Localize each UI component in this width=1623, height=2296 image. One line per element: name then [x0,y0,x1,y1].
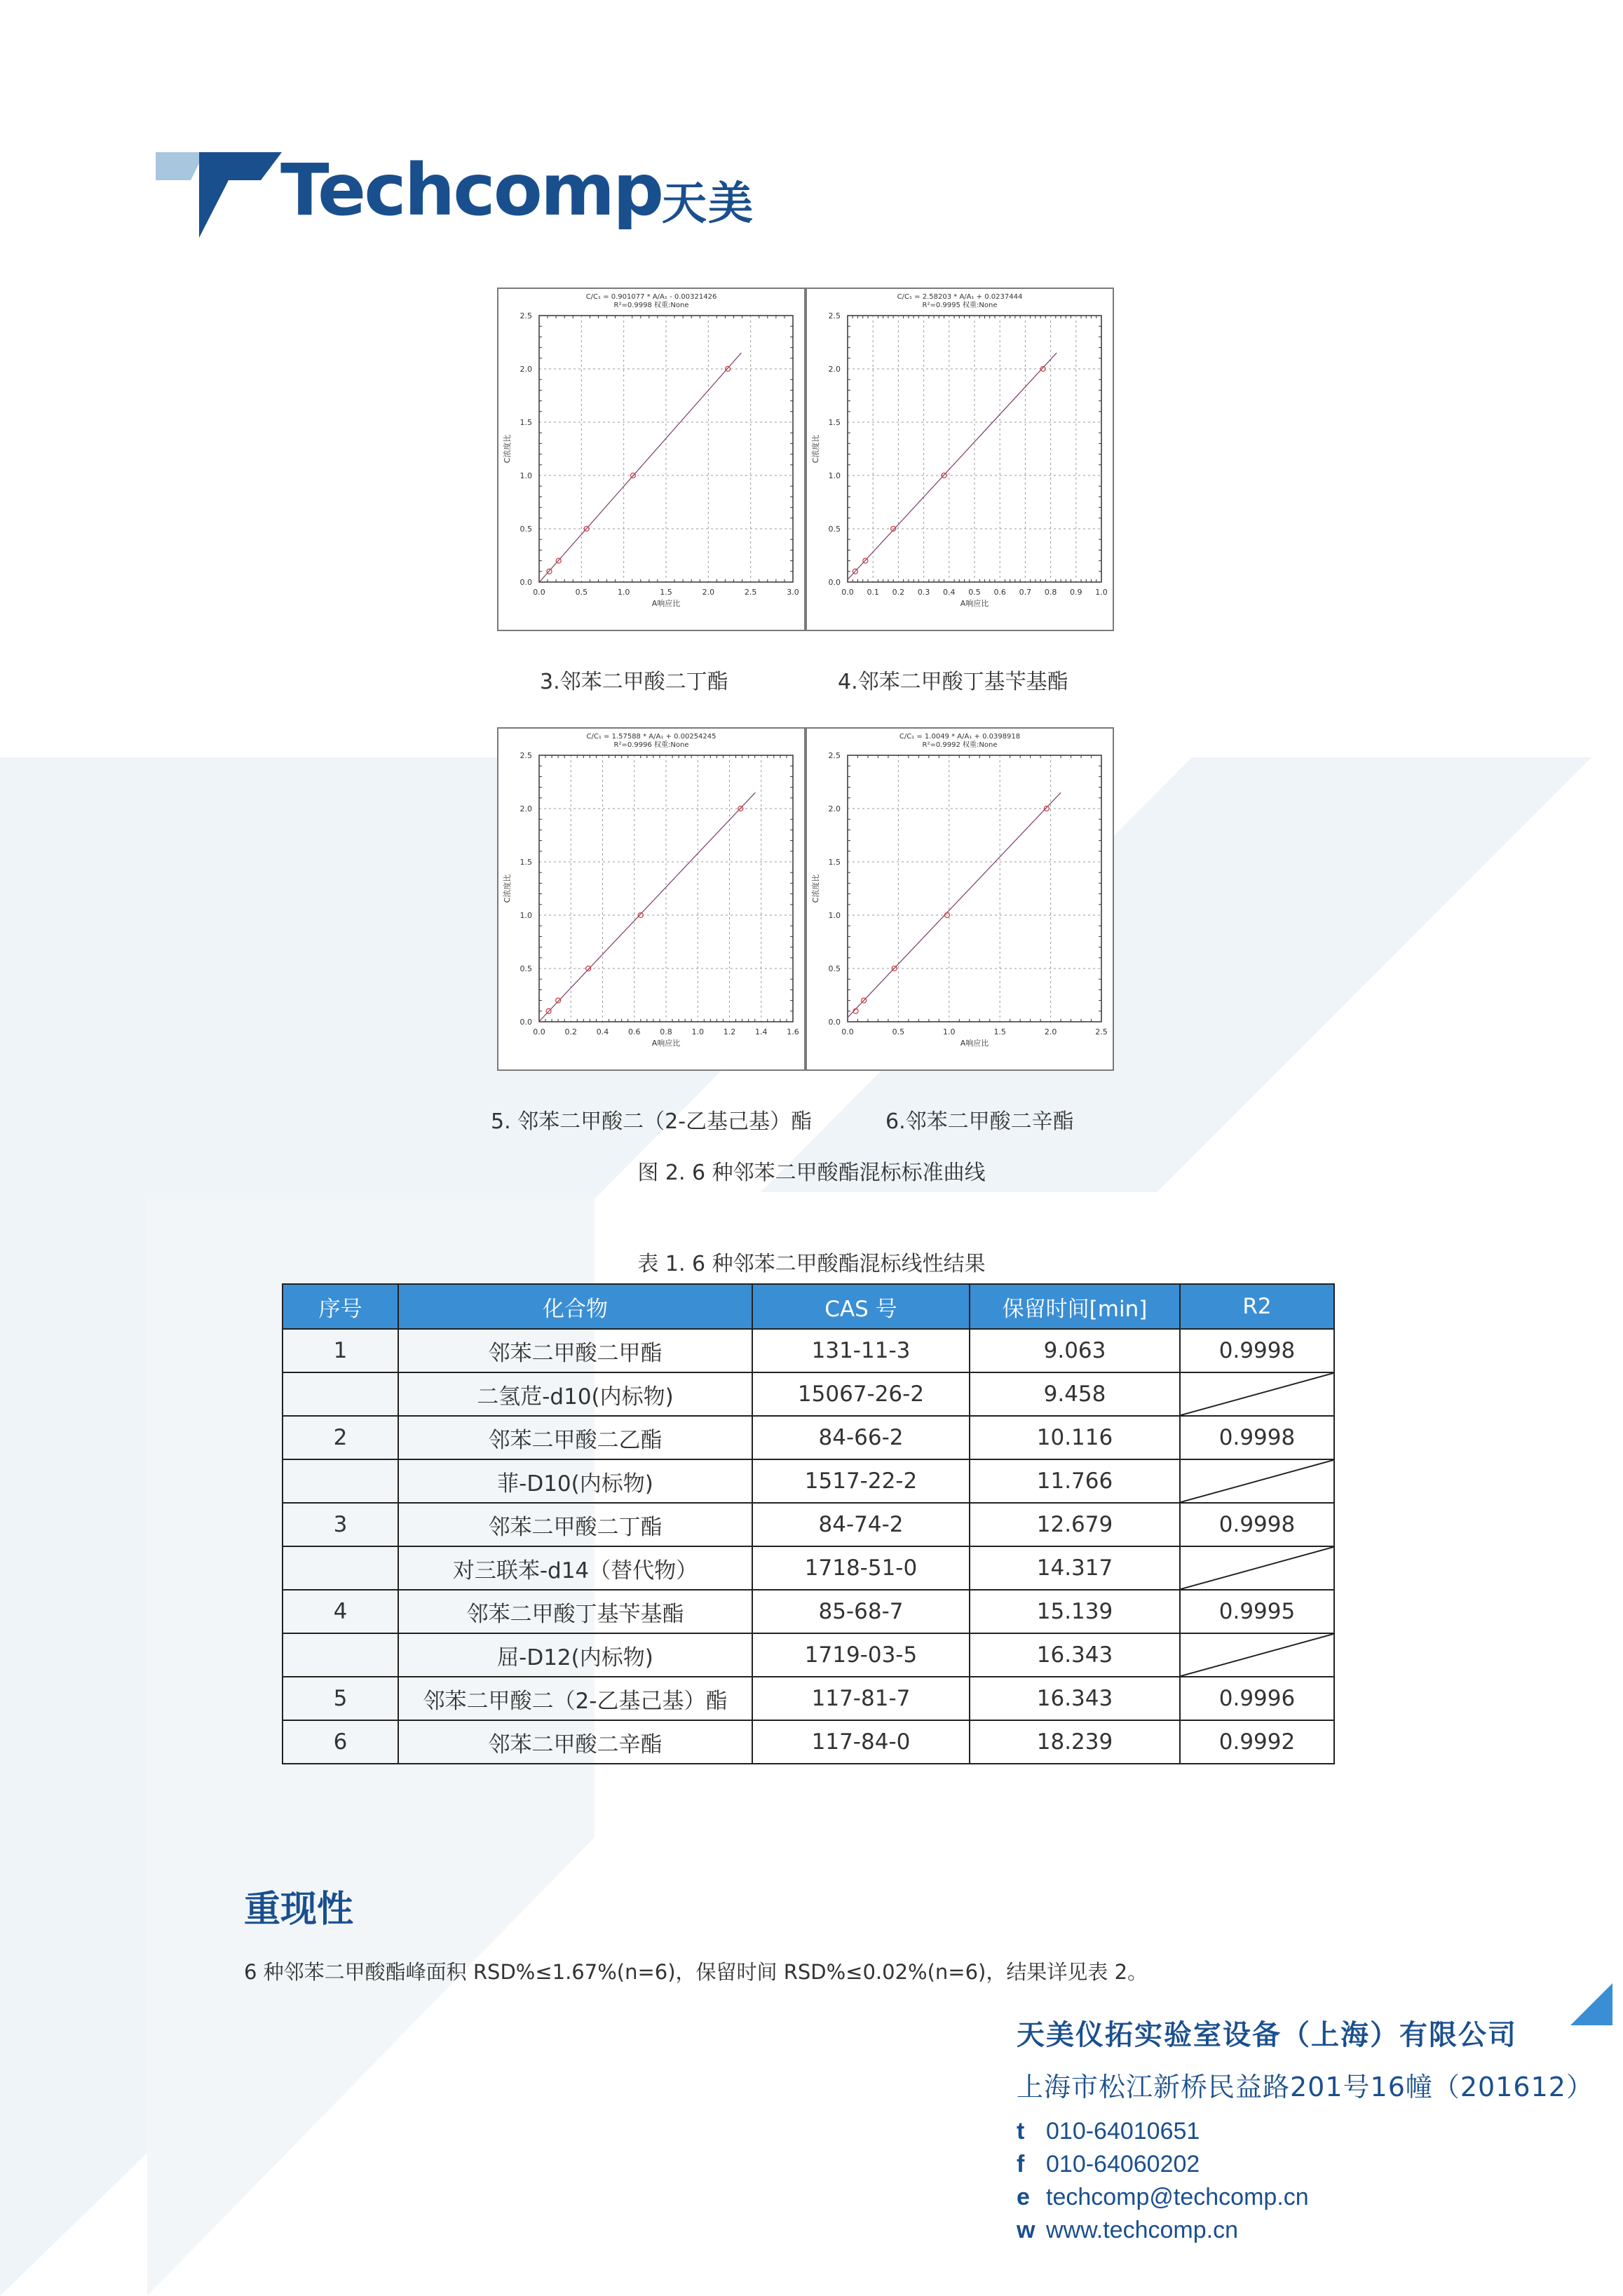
y-tick-label: 1.5 [828,858,841,867]
y-axis-label: C浓度比 [503,874,512,903]
x-tick-label: 1.5 [993,1027,1006,1036]
x-tick-label: 1.0 [943,1027,956,1036]
cell-retention-time: 15.139 [970,1590,1180,1633]
cell-r2 [1180,1633,1334,1677]
cell-r2: 0.9998 [1180,1503,1334,1546]
cell-index [283,1372,398,1416]
contact-value: 010-64060202 [1046,2151,1200,2177]
x-tick-label: 0.8 [1044,588,1057,597]
diagonal-slash [1181,1547,1333,1589]
fit-line [539,353,741,582]
contact-list [1017,2115,1594,2247]
table-header-row [283,1284,1334,1329]
cell-retention-time: 9.063 [970,1329,1180,1372]
cell-compound: 二氢苊-d10(内标物) [398,1372,752,1416]
cell-cas: 117-81-7 [752,1677,970,1720]
table-caption: 表 1. 6 种邻苯二甲酸酯混标线性结果 [637,1252,986,1276]
cell-cas: 15067-26-2 [752,1372,970,1416]
table-row [283,1677,1334,1720]
x-tick-label: 0.5 [575,588,588,597]
cell-index: 4 [283,1590,398,1633]
techcomp-mark-icon [156,151,282,242]
y-tick-label: 0.0 [520,578,532,587]
chart-r2-text: R²=0.9992 权重:None [922,741,998,749]
cell-retention-time: 11.766 [970,1459,1180,1503]
cell-cas: 1517-22-2 [752,1459,970,1503]
chart-svg-6 [807,729,1113,1069]
cell-compound: 邻苯二甲酸二甲酯 [398,1329,752,1372]
cell-retention-time: 18.239 [970,1720,1180,1764]
cell-compound: 邻苯二甲酸二（2-乙基己基）酯 [398,1677,752,1720]
x-axis-label: A响应比 [960,599,989,608]
x-tick-label: 0.2 [564,1027,577,1036]
y-tick-label: 2.0 [520,365,532,374]
x-tick-label: 2.5 [1095,1027,1108,1036]
cell-r2: 0.9998 [1180,1329,1334,1372]
chart-caption-3: 3.邻苯二甲酸二丁酯 [540,670,728,694]
table-row [283,1372,1334,1416]
calibration-chart-5 [497,727,806,1071]
cell-cas: 1718-51-0 [752,1546,970,1590]
table-body [283,1329,1334,1764]
cell-r2 [1180,1372,1334,1416]
cell-index [283,1459,398,1503]
x-tick-label: 2.0 [1044,1027,1057,1036]
logo-wordmark: Techcomp [280,149,663,232]
x-tick-label: 0.4 [943,588,956,597]
x-axis-label: A响应比 [960,1039,989,1048]
y-tick-label: 1.0 [828,471,841,480]
y-tick-label: 2.0 [828,365,841,374]
x-tick-label: 1.0 [1095,588,1108,597]
contact-value[interactable]: techcomp@techcomp.cn [1046,2184,1309,2210]
x-tick-label: 0.8 [660,1027,672,1036]
table-row [283,1633,1334,1677]
y-tick-label: 1.0 [828,911,841,920]
section-title: 重现性 [244,1889,354,1931]
table-row [283,1329,1334,1372]
y-tick-label: 1.5 [828,418,841,427]
chart-equation: C/C₁ = 1.57588 * A/A₁ + 0.00254245 [586,733,717,741]
chart-caption-6: 6.邻苯二甲酸二辛酯 [885,1109,1074,1134]
company-name: 天美仪拓实验室设备（上海）有限公司 [1017,2019,1517,2051]
y-tick-label: 0.0 [828,578,841,587]
contact-key: w [1017,2217,1035,2243]
x-tick-label: 0.7 [1019,588,1032,597]
data-point [556,998,561,1003]
header-index: 序号 [283,1284,398,1329]
calibration-chart-6 [806,727,1114,1071]
x-tick-label: 1.6 [787,1027,799,1036]
cell-compound: 邻苯二甲酸丁基苄基酯 [398,1590,752,1633]
y-tick-label: 2.5 [520,311,532,320]
x-tick-label: 2.5 [744,588,757,597]
x-tick-label: 0.6 [993,588,1006,597]
cell-r2: 0.9995 [1180,1590,1334,1633]
cell-compound: 邻苯二甲酸二丁酯 [398,1503,752,1546]
header-cas: CAS 号 [752,1284,970,1329]
cell-cas: 1719-03-5 [752,1633,970,1677]
y-tick-label: 2.5 [828,311,841,320]
x-tick-label: 1.2 [723,1027,736,1036]
cell-retention-time: 16.343 [970,1677,1180,1720]
x-axis-label: A响应比 [651,1039,681,1048]
x-tick-label: 0.0 [533,1027,545,1036]
cell-compound: 邻苯二甲酸二辛酯 [398,1720,752,1764]
y-tick-label: 2.0 [520,804,532,813]
contact-key: t [1017,2118,1025,2145]
cell-index: 6 [283,1720,398,1764]
y-tick-label: 1.0 [520,911,532,920]
chart-svg-3 [498,289,804,630]
techcomp-logo [156,151,787,242]
x-tick-label: 3.0 [787,588,799,597]
logo-chinese: 天美 [662,178,754,230]
chart-svg-4 [807,289,1113,630]
chart-equation: C/C₁ = 1.0049 * A/A₁ + 0.0398918 [899,733,1021,741]
fit-line [539,792,755,1021]
y-tick-label: 0.5 [828,525,841,534]
cell-cas: 84-66-2 [752,1416,970,1459]
chart-r2-text: R²=0.9998 权重:None [613,302,689,309]
contact-value[interactable]: www.techcomp.cn [1046,2217,1238,2243]
diagonal-slash [1181,1460,1333,1502]
cell-index: 5 [283,1677,398,1720]
x-tick-label: 0.1 [867,588,879,597]
header-retention-time: 保留时间[min] [970,1284,1180,1329]
y-tick-label: 0.0 [828,1018,841,1027]
y-tick-label: 1.0 [520,471,532,480]
cell-compound: 邻苯二甲酸二乙酯 [398,1416,752,1459]
cell-index: 1 [283,1329,398,1372]
cell-compound: 对三联苯-d14（替代物） [398,1546,752,1590]
fit-line [848,792,1061,1018]
chart-equation: C/C₁ = 2.58203 * A/A₁ + 0.0237444 [897,293,1023,301]
chart-r2-text: R²=0.9995 权重:None [922,302,998,309]
table-row [283,1503,1334,1546]
chart-equation: C/C₁ = 0.901077 * A/A₁ - 0.00321426 [585,293,717,301]
table-row [283,1416,1334,1459]
header-r2: R2 [1180,1284,1334,1329]
x-tick-label: 1.5 [660,588,672,597]
section-body: 6 种邻苯二甲酸酯峰面积 RSD%≤1.67%(n=6)，保留时间 RSD%≤0.02%(n=6)，结果详见表 2。 [244,1960,1148,1984]
x-tick-label: 1.4 [755,1027,768,1036]
chart-caption-4: 4.邻苯二甲酸丁基苄基酯 [838,670,1068,694]
header-compound: 化合物 [398,1284,752,1329]
cell-index [283,1633,398,1677]
contact-line [1017,2214,1594,2247]
y-tick-label: 2.5 [828,751,841,760]
contact-line [1017,2148,1594,2181]
table-row [283,1720,1334,1764]
company-contact-block [1017,2013,1594,2247]
company-address: 上海市松江新桥民益路201号16幢（201612） [1017,2072,1594,2102]
diagonal-slash [1181,1373,1333,1415]
chart-svg-5 [498,729,804,1069]
y-tick-label: 0.5 [828,964,841,973]
cell-cas: 117-84-0 [752,1720,970,1764]
y-axis-label: C浓度比 [811,434,820,464]
plot-frame [848,755,1101,1022]
y-tick-label: 0.0 [520,1018,532,1027]
linearity-results-table [282,1283,1335,1764]
chart-r2-text: R²=0.9996 权重:None [613,741,689,749]
x-tick-label: 1.0 [617,588,630,597]
y-tick-label: 0.5 [520,525,532,534]
x-tick-label: 0.5 [968,588,981,597]
table-row [283,1459,1334,1503]
chart-caption-5: 5. 邻苯二甲酸二（2-乙基己基）酯 [491,1109,813,1134]
contact-key: e [1017,2184,1030,2210]
x-tick-label: 0.0 [533,588,545,597]
y-tick-label: 0.5 [520,964,532,973]
x-tick-label: 1.0 [691,1027,704,1036]
cell-r2: 0.9996 [1180,1677,1334,1720]
fit-line [848,353,1057,579]
cell-index [283,1546,398,1590]
x-tick-label: 0.9 [1070,588,1082,597]
cell-retention-time: 12.679 [970,1503,1180,1546]
cell-compound: 菲-D10(内标物) [398,1459,752,1503]
y-tick-label: 1.5 [520,858,532,867]
x-tick-label: 0.6 [628,1027,641,1036]
x-tick-label: 2.0 [702,588,715,597]
table-row [283,1546,1334,1590]
y-tick-label: 2.5 [520,751,532,760]
x-axis-label: A响应比 [651,599,681,608]
table-row [283,1590,1334,1633]
cell-r2 [1180,1459,1334,1503]
cell-r2: 0.9998 [1180,1416,1334,1459]
contact-line [1017,2181,1594,2214]
cell-r2 [1180,1546,1334,1590]
cell-compound: 屈-D12(内标物) [398,1633,752,1677]
calibration-chart-4 [806,288,1114,631]
x-tick-label: 0.2 [892,588,905,597]
contact-line [1017,2115,1594,2148]
x-tick-label: 0.5 [892,1027,905,1036]
cell-index: 3 [283,1503,398,1546]
cell-retention-time: 14.317 [970,1546,1180,1590]
figure-caption: 图 2. 6 种邻苯二甲酸酯混标标准曲线 [637,1161,986,1185]
cell-r2: 0.9992 [1180,1720,1334,1764]
x-tick-label: 0.4 [596,1027,609,1036]
diagonal-slash [1181,1634,1333,1676]
contact-value: 010-64010651 [1046,2118,1200,2145]
y-axis-label: C浓度比 [503,434,512,464]
y-axis-label: C浓度比 [811,874,820,903]
contact-key: f [1017,2151,1025,2177]
cell-retention-time: 9.458 [970,1372,1180,1416]
cell-cas: 84-74-2 [752,1503,970,1546]
cell-cas: 85-68-7 [752,1590,970,1633]
cell-cas: 131-11-3 [752,1329,970,1372]
y-tick-label: 1.5 [520,418,532,427]
cell-retention-time: 10.116 [970,1416,1180,1459]
y-tick-label: 2.0 [828,804,841,813]
cell-index: 2 [283,1416,398,1459]
x-tick-label: 0.3 [917,588,930,597]
x-tick-label: 0.0 [841,588,854,597]
calibration-chart-3 [497,288,806,631]
x-tick-label: 0.0 [841,1027,854,1036]
cell-retention-time: 16.343 [970,1633,1180,1677]
